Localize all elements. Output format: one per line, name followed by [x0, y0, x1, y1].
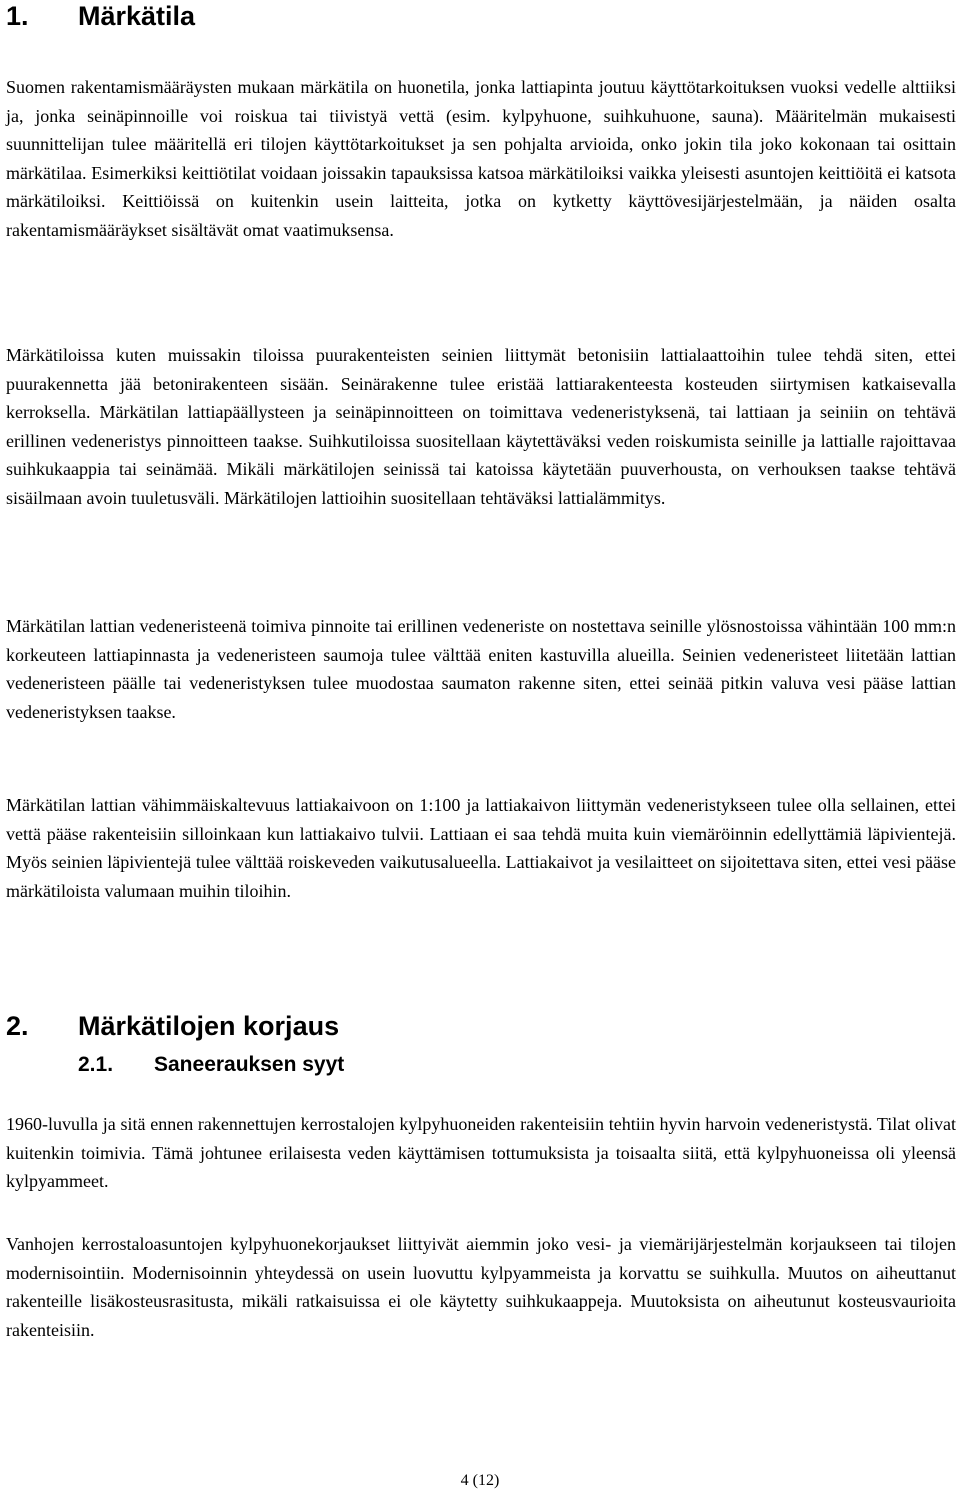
paragraph: 1960-luvulla ja sitä ennen rakennettujen kerrostalojen kylpyhuoneiden rakenteisiin tehtiin hyvin harvoin vedeneristystä. Tilat olivat kuitenkin toimivia. Tämä johtunee erilaisesta veden käyttämisen tottumuksista ja toisaalta siitä, että kylpyhuoneissa oli yleensä kylpyammeet.	[6, 1114, 956, 1192]
paragraph: Märkätilan lattian vedeneristeenä toimiva pinnoite tai erillinen vedeneriste on nostettava seinille ylösnostoissa vähintään 100 mm:n korkeuteen lattiapinnasta ja vedeneristeen saumoja tulee välttää eniten kastuvilla alueilla. Seinien vedeneristeet liitetään lattian vedeneristeen päälle tai vedeneristyksen tulee muodostaa saumaton rakenne siten, ettei seinää pitkin valuva vesi pääse lattian vedeneristyksen taakse.	[6, 616, 956, 722]
section-2-title: Märkätilojen korjaus	[78, 1011, 340, 1041]
section-2-heading	[6, 1010, 339, 1042]
section-1-title: Märkätila	[78, 1, 196, 31]
section-1-number: 1.	[6, 1, 29, 31]
paragraph: Märkätiloissa kuten muissakin tiloissa puurakenteisten seinien liittymät betonisiin lattialaattoihin tulee tehdä siten, ettei puurakennetta jää betonirakenteen sisään. Seinärakenne tulee eristää lattiarakenteesta kosteuden siirtymisen katkaisevalla kerroksella. Märkätilan lattiapäällysteen ja seinäpinnoitteen on toimittava vedeneristyksenä, tai lattiaan ja seiniin on tehtävä erillinen vedeneristys pinnoitteen taakse. Suihkutiloissa suositellaan käytettäväksi veden roiskumista seinille ja lattialle rajoittavaa suihkukaappia tai seinämää. Mikäli märkätilojen seinissä tai katoissa käytetään puuverhousta, on verhouksen taakse tehtävä sisäilmaan avoin tuuletusväli. Märkätilojen lattioihin suositellaan tehtäväksi lattialämmitys.	[6, 345, 956, 508]
section-1-heading	[6, 0, 195, 32]
section-2-1-title: Saneerauksen syyt	[154, 1053, 345, 1076]
paragraph: Märkätilan lattian vähimmäiskaltevuus lattiakaivoon on 1:100 ja lattiakaivon liittymän vedeneristykseen tulee olla sellainen, ettei vettä pääse rakenteisiin silloinkaan kun lattiakaivo tulvii. Lattiaan ei saa tehdä muita kuin viemäröinnin edellyttämiä läpivientejä. Myös seinien läpivientejä tulee välttää roiskeveden vaikutusalueella. Lattiakaivot ja vesilaitteet on sijoitettava siten, ettei vesi pääse märkätiloista valumaan muihin tiloihin.	[6, 795, 956, 901]
section-2-number: 2.	[6, 1011, 29, 1041]
section-2-1-heading	[78, 1052, 344, 1078]
section-2-1-number: 2.1.	[78, 1053, 114, 1076]
paragraph: Vanhojen kerrostaloasuntojen kylpyhuonekorjaukset liittyivät aiemmin joko vesi- ja viemärijärjestelmän korjaukseen tai tilojen modernisointiin. Modernisoinnin yhteydessä on usein luovuttu kylpyammeista ja korvattu se suihkulla. Muutos on aiheuttanut rakenteille lisäkosteusrasitusta, mikäli ratkaisuissa ei ole käytetty suihkukaappeja. Muutoksista on aiheutunut kosteusvaurioita rakenteisiin.	[6, 1234, 956, 1340]
page-number: 4 (12)	[460, 1472, 500, 1489]
paragraph: Suomen rakentamismääräysten mukaan märkätila on huonetila, jonka lattiapinta joutuu käyttötarkoituksen vuoksi vedelle alttiiksi ja, jonka seinäpinnoille voi roiskua tai tiivistyä vettä (esim. kylpyhuone, suihkuhuone, sauna). Määritelmän mukaisesti suunnittelijan tulee määritellä eri tilojen käyttötarkoitukset ja sen pohjalta arvioida, onko jokin tila joko kokonaan tai osittain märkätilaa. Esimerkiksi keittiötilat voidaan joissakin tapauksissa katsoa märkätiloiksi vaikka yleisesti asuntojen keittiöitä ei katsota märkätiloiksi. Keittiöissä on kuitenkin usein laitteita, jotka on kytketty käyttövesijärjestelmään, ja näiden osalta rakentamismääräykset sisältävät omat vaatimuksensa.	[6, 77, 956, 240]
